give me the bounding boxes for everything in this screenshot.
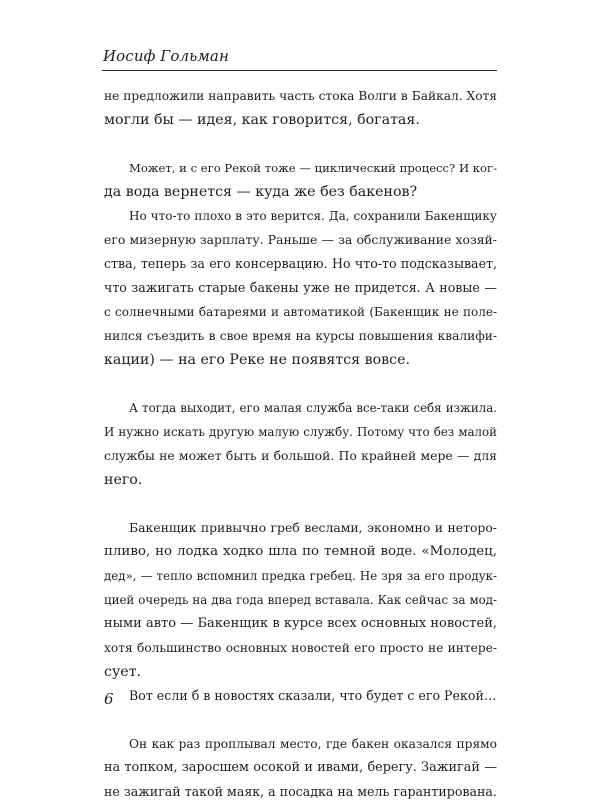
text-line: Он как раз проплывал место, где бакен оказался прямо xyxy=(129,737,497,751)
page-body xyxy=(104,84,497,804)
text-line: с солнечными батареями и автоматикой (Бакенщик не поле- xyxy=(104,305,497,319)
paragraph-gap xyxy=(104,492,497,516)
text-line: ства, теперь за его консервацию. Но что-то подсказывает, xyxy=(104,256,497,271)
text-line: И нужно искать другую малую службу. Потому что без малой xyxy=(104,425,497,439)
text-line: сует. xyxy=(104,664,142,680)
paragraph xyxy=(104,396,497,492)
text-line: его мизерную зарплату. Раньше — за обслуживание хозяй- xyxy=(104,232,497,247)
paragraph xyxy=(104,732,497,804)
text-line: не зажигай такой маяк, а посадка на мель гарантирована. xyxy=(104,784,497,799)
text-line: да вода вернется — куда же без бакенов? xyxy=(104,184,418,200)
running-head: Иосиф Гольман xyxy=(103,47,229,65)
paragraph-gap xyxy=(104,132,497,156)
paragraph xyxy=(104,84,497,132)
text-line: дед», — тепло вспомнил предка гребец. Не зря за его продук- xyxy=(104,569,497,583)
text-line: ными авто — Бакенщик в курсе всех основных новостей, xyxy=(104,616,497,631)
text-line: Бакенщик привычно греб веслами, экономно и неторо- xyxy=(129,520,497,535)
text-line: кации) — на его Реке не появятся вовсе. xyxy=(104,352,410,368)
text-line: Но что-то плохо в это верится. Да, сохранили Бакенщику xyxy=(129,209,497,223)
paragraph xyxy=(104,516,497,708)
text-line: службы не может быть и большой. По крайней мере — для xyxy=(104,448,497,463)
header-rule xyxy=(102,70,497,71)
text-line: нился съездить в свое время на курсы повышения квалифи- xyxy=(104,329,497,343)
text-line: пливо, но лодка ходко шла по темной воде. «Молодец, xyxy=(104,544,497,559)
paragraph xyxy=(104,156,497,372)
text-line: могли бы — идея, как говорится, богатая. xyxy=(104,112,420,128)
text-line: Может, и с его Рекой тоже — циклический процесс? И ког- xyxy=(129,161,497,175)
page-number: 6 xyxy=(104,690,114,708)
text-line: что зажигать старые бакены уже не придется. А новые — xyxy=(104,280,497,295)
text-line: не предложили направить часть стока Волги в Байкал. Хотя xyxy=(104,89,497,103)
paragraph-gap xyxy=(104,372,497,396)
text-line: Вот если б в новостях сказали, что будет с его Рекой… xyxy=(129,688,497,703)
text-line: хотя большинство основных новостей его просто не интере- xyxy=(104,641,497,655)
text-line: на топком, заросшем осокой и ивами, берегу. Зажигай — xyxy=(104,760,497,775)
paragraph-gap xyxy=(104,708,497,732)
text-line: А тогда выходит, его малая служба все-таки себя изжила. xyxy=(129,401,497,415)
text-line: него. xyxy=(104,472,143,488)
text-line: цией очередь на два года вперед вставала. Как сейчас за мод- xyxy=(104,593,497,607)
